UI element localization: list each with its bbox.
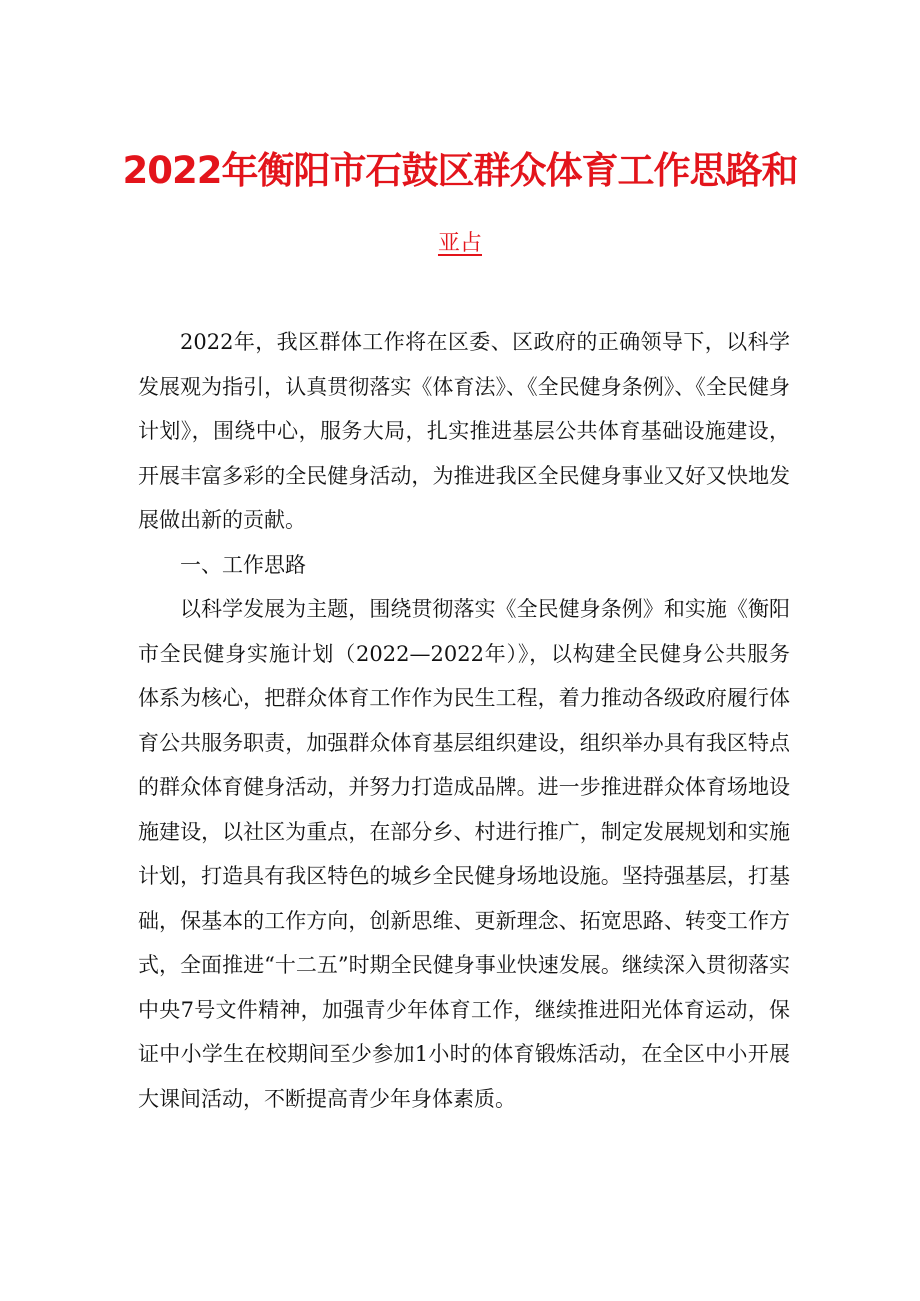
document-title-continuation-text: 亚占 — [437, 231, 482, 256]
document-title-continuation — [0, 226, 920, 257]
document-body — [138, 320, 790, 1121]
section-heading-work-ideas: 一、工作思路 — [180, 552, 306, 577]
work-ideas-paragraph: 以科学发展为主题，围绕贯彻落实《全民健身条例》和实施《衡阳市全民健身实施计划（2022—2022年）》，以构建全民健身公共服务体系为核心，把群众体育工作作为民生工程，着力推动各级政府履行体育公共服务职责，加强群众体育基层组织建设，组织举办具有我区特点的群众体育健身活动，并努力打造成品牌。进一步推进群众体育场地设施建设，以社区为重点，在部分乡、村进行推广，制定发展规划和实施计划，打造具有我区特色的城乡全民健身场地设施。坚持强基层，打基础，保基本的工作方向，创新思维、更新理念、拓宽思路、转变工作方式，全面推进“十二五”时期全民健身事业快速发展。继续深入贯彻落实中央7号文件精神，加强青少年体育工作，继续推进阳光体育运动，保证中小学生在校期间至少参加1小时的体育锻炼活动，在全区中小开展大课间活动，不断提高青少年身体素质。 — [138, 597, 790, 1111]
document-title: 2022年衡阳市石鼓区群众体育工作思路和 — [122, 149, 798, 192]
intro-paragraph: 2022年，我区群体工作将在区委、区政府的正确领导下，以科学发展观为指引，认真贯彻落实《体育法》、《全民健身条例》、《全民健身计划》，围绕中心，服务大局，扎实推进基层公共体育基础设施建设，开展丰富多彩的全民健身活动，为推进我区全民健身事业又好又快地发展做出新的贡献。 — [138, 330, 790, 532]
